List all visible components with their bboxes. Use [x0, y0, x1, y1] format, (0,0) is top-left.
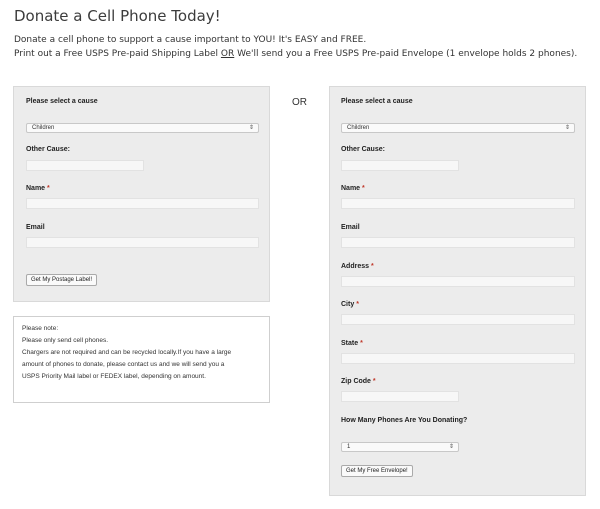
- city-label: [341, 301, 359, 308]
- note-line: Please only send cell phones.: [22, 337, 109, 344]
- state-input[interactable]: [341, 353, 575, 364]
- postage-label-form: [13, 86, 270, 302]
- address-label: [341, 263, 374, 270]
- intro-text: [14, 33, 577, 61]
- cause-label: Please select a cause: [341, 98, 413, 105]
- required-mark: *: [362, 185, 365, 192]
- name-label-text: Name: [26, 185, 46, 192]
- city-label-text: City: [341, 301, 355, 308]
- required-mark: *: [356, 301, 359, 308]
- or-divider-label: OR: [292, 97, 307, 108]
- cause-select-value: Children: [32, 125, 55, 131]
- phones-count-select[interactable]: [341, 442, 459, 452]
- name-label-text: Name: [341, 185, 361, 192]
- zip-code-label: [341, 378, 376, 385]
- required-mark: *: [370, 263, 374, 270]
- zip-code-input[interactable]: [341, 391, 459, 402]
- note-box: [13, 316, 270, 403]
- phones-count-value: 1: [347, 444, 351, 450]
- intro-line-2: [14, 47, 577, 61]
- get-postage-label-button[interactable]: Get My Postage Label!: [26, 274, 97, 286]
- name-input[interactable]: [26, 198, 259, 209]
- note-line: USPS Priority Mail label or FEDEX label, depending on amount.: [22, 373, 206, 380]
- cause-label: Please select a cause: [26, 98, 98, 105]
- intro-line-2-end: We'll send you a Free USPS Pre-paid Envelope (1 envelope holds 2 phones).: [234, 49, 578, 59]
- email-input[interactable]: [26, 237, 259, 248]
- address-input[interactable]: [341, 276, 575, 287]
- intro-or-underlined: OR: [220, 49, 235, 59]
- intro-line-1: Donate a cell phone to support a cause important to YOU! It's EASY and FREE.: [14, 35, 367, 45]
- updown-arrows-icon: ⇕: [448, 444, 454, 450]
- cause-select[interactable]: [26, 123, 259, 133]
- email-label: Email: [341, 224, 360, 231]
- other-cause-input[interactable]: [341, 160, 459, 171]
- free-envelope-form: [329, 86, 586, 496]
- name-label: [26, 185, 50, 192]
- page-title: Donate a Cell Phone Today!: [14, 7, 221, 25]
- phones-count-label: How Many Phones Are You Donating?: [341, 417, 468, 424]
- note-line: Please note:: [22, 325, 59, 332]
- get-free-envelope-button[interactable]: Get My Free Envelope!: [341, 465, 413, 477]
- email-input[interactable]: [341, 237, 575, 248]
- intro-line-2-start: Print out a Free USPS Pre-paid Shipping Label: [14, 49, 221, 59]
- name-input[interactable]: [341, 198, 575, 209]
- required-mark: *: [360, 340, 363, 347]
- cause-select[interactable]: [341, 123, 575, 133]
- required-mark: *: [372, 378, 376, 385]
- other-cause-label: Other Cause:: [26, 146, 70, 153]
- note-line: Chargers are not required and can be recycled locally.If you have a large: [22, 349, 232, 356]
- city-input[interactable]: [341, 314, 575, 325]
- other-cause-input[interactable]: [26, 160, 144, 171]
- other-cause-label: Other Cause:: [341, 146, 385, 153]
- state-label: [341, 340, 363, 347]
- updown-arrows-icon: ⇕: [248, 125, 254, 131]
- email-label: Email: [26, 224, 45, 231]
- state-label-text: State: [341, 340, 359, 347]
- required-mark: *: [47, 185, 50, 192]
- name-label: [341, 185, 365, 192]
- zip-code-label-text: Zip Code: [341, 378, 371, 385]
- cause-select-value: Children: [347, 125, 370, 131]
- address-label-text: Address: [341, 263, 370, 270]
- note-line: amount of phones to donate, please contact us and we will send you a: [22, 361, 225, 368]
- updown-arrows-icon: ⇕: [564, 125, 570, 131]
